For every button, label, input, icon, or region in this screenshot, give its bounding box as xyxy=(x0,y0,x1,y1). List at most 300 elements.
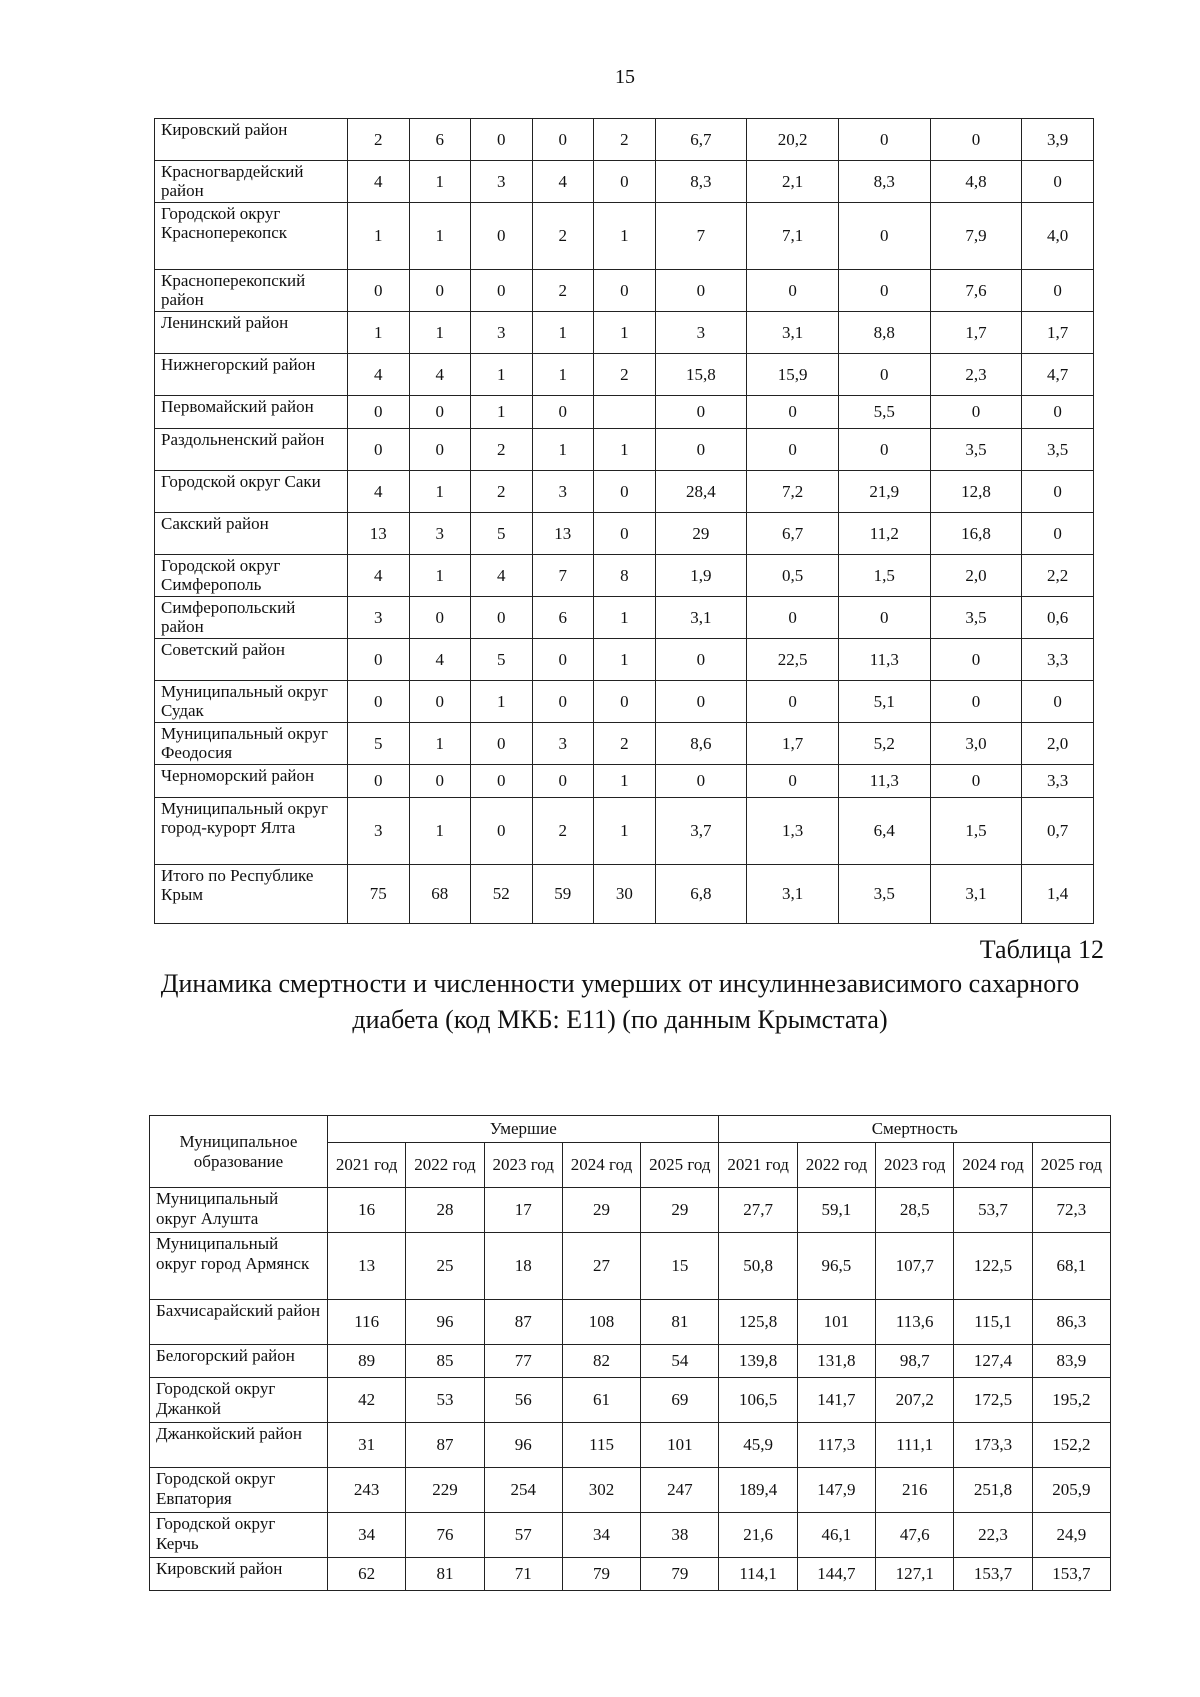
cell-value: 254 xyxy=(484,1468,562,1513)
cell-value: 2 xyxy=(594,119,656,161)
header-year: 2021 год xyxy=(719,1143,797,1188)
cell-value: 6 xyxy=(409,119,471,161)
cell-value: 0 xyxy=(655,681,747,723)
cell-value: 0 xyxy=(471,270,533,312)
cell-value: 2 xyxy=(471,429,533,471)
cell-value: 0 xyxy=(409,765,471,798)
cell-value: 3,5 xyxy=(1022,429,1094,471)
cell-value: 195,2 xyxy=(1032,1378,1110,1423)
cell-value: 4 xyxy=(471,555,533,597)
table-row xyxy=(155,865,1094,924)
table-12 xyxy=(149,1115,1111,1591)
cell-value: 0 xyxy=(409,681,471,723)
cell-value: 3,5 xyxy=(838,865,930,924)
cell-value: 0 xyxy=(348,765,410,798)
cell-value: 7,6 xyxy=(930,270,1022,312)
cell-value: 1 xyxy=(409,798,471,865)
cell-value: 2,3 xyxy=(930,354,1022,396)
row-name: Бахчисарайский район xyxy=(150,1300,328,1345)
cell-value: 0 xyxy=(1022,681,1094,723)
cell-value: 86,3 xyxy=(1032,1300,1110,1345)
row-name: Советский район xyxy=(155,639,348,681)
cell-value: 2 xyxy=(348,119,410,161)
cell-value: 11,3 xyxy=(838,765,930,798)
cell-value: 107,7 xyxy=(876,1233,954,1300)
cell-value: 0 xyxy=(930,396,1022,429)
header-year: 2025 год xyxy=(1032,1143,1110,1188)
cell-value: 7 xyxy=(532,555,594,597)
cell-value: 1 xyxy=(471,396,533,429)
cell-value: 4 xyxy=(348,354,410,396)
cell-value: 1,4 xyxy=(1022,865,1094,924)
cell-value: 15,8 xyxy=(655,354,747,396)
cell-value: 61 xyxy=(562,1378,640,1423)
row-name: Красноперекопский район xyxy=(155,270,348,312)
cell-value: 3 xyxy=(532,471,594,513)
cell-value: 189,4 xyxy=(719,1468,797,1513)
cell-value: 7 xyxy=(655,203,747,270)
row-name: Симферопольский район xyxy=(155,597,348,639)
cell-value: 3 xyxy=(655,312,747,354)
cell-value: 113,6 xyxy=(876,1300,954,1345)
cell-value: 0 xyxy=(348,396,410,429)
row-name: Черноморский район xyxy=(155,765,348,798)
row-name: Ленинский район xyxy=(155,312,348,354)
cell-value: 1 xyxy=(594,765,656,798)
cell-value: 6,4 xyxy=(838,798,930,865)
cell-value xyxy=(594,396,656,429)
cell-value: 76 xyxy=(406,1513,484,1558)
cell-value: 3,0 xyxy=(930,723,1022,765)
cell-value: 0 xyxy=(471,119,533,161)
cell-value: 6,7 xyxy=(747,513,839,555)
cell-value: 5,5 xyxy=(838,396,930,429)
cell-value: 68 xyxy=(409,865,471,924)
cell-value: 2,1 xyxy=(747,161,839,203)
cell-value: 12,8 xyxy=(930,471,1022,513)
cell-value: 2 xyxy=(471,471,533,513)
cell-value: 3 xyxy=(471,312,533,354)
table-row xyxy=(155,396,1094,429)
cell-value: 75 xyxy=(348,865,410,924)
cell-value: 3 xyxy=(348,597,410,639)
cell-value: 4 xyxy=(532,161,594,203)
cell-value: 139,8 xyxy=(719,1345,797,1378)
cell-value: 1 xyxy=(409,555,471,597)
cell-value: 0 xyxy=(471,765,533,798)
cell-value: 0 xyxy=(655,765,747,798)
cell-value: 79 xyxy=(641,1558,719,1591)
cell-value: 0 xyxy=(747,597,839,639)
cell-value: 27,7 xyxy=(719,1188,797,1233)
cell-value: 0 xyxy=(1022,270,1094,312)
cell-value: 0 xyxy=(838,354,930,396)
cell-value: 7,2 xyxy=(747,471,839,513)
cell-value: 85 xyxy=(406,1345,484,1378)
cell-value: 3,1 xyxy=(930,865,1022,924)
row-name: Городской округ Красноперекопск xyxy=(155,203,348,270)
cell-value: 96,5 xyxy=(797,1233,875,1300)
table-caption: Таблица 12 xyxy=(979,935,1104,964)
cell-value: 173,3 xyxy=(954,1423,1032,1468)
cell-value: 3 xyxy=(532,723,594,765)
cell-value: 1 xyxy=(532,429,594,471)
table-row xyxy=(155,119,1094,161)
cell-value: 8,3 xyxy=(655,161,747,203)
row-name: Муниципальный округ город-курорт Ялта xyxy=(155,798,348,865)
cell-value: 1 xyxy=(348,203,410,270)
row-name: Раздольненский район xyxy=(155,429,348,471)
cell-value: 28,5 xyxy=(876,1188,954,1233)
cell-value: 0 xyxy=(471,597,533,639)
cell-value: 7,9 xyxy=(930,203,1022,270)
cell-value: 0 xyxy=(655,270,747,312)
cell-value: 0 xyxy=(594,161,656,203)
table-row xyxy=(155,270,1094,312)
cell-value: 302 xyxy=(562,1468,640,1513)
cell-value: 1 xyxy=(594,798,656,865)
cell-value: 3,7 xyxy=(655,798,747,865)
table-row xyxy=(155,555,1094,597)
cell-value: 3 xyxy=(471,161,533,203)
cell-value: 62 xyxy=(328,1558,406,1591)
table-row xyxy=(155,597,1094,639)
cell-value: 82 xyxy=(562,1345,640,1378)
cell-value: 101 xyxy=(641,1423,719,1468)
cell-value: 3,9 xyxy=(1022,119,1094,161)
cell-value: 1 xyxy=(409,203,471,270)
cell-value: 87 xyxy=(484,1300,562,1345)
cell-value: 4,7 xyxy=(1022,354,1094,396)
cell-value: 1,3 xyxy=(747,798,839,865)
cell-value: 1 xyxy=(409,312,471,354)
cell-value: 3,1 xyxy=(747,865,839,924)
cell-value: 18 xyxy=(484,1233,562,1300)
cell-value: 152,2 xyxy=(1032,1423,1110,1468)
table-row xyxy=(155,513,1094,555)
cell-value: 0 xyxy=(348,429,410,471)
cell-value: 8,6 xyxy=(655,723,747,765)
cell-value: 56 xyxy=(484,1378,562,1423)
cell-value: 81 xyxy=(406,1558,484,1591)
cell-value: 47,6 xyxy=(876,1513,954,1558)
cell-value: 3 xyxy=(348,798,410,865)
table-row xyxy=(150,1558,1111,1591)
cell-value: 1 xyxy=(409,723,471,765)
row-name: Нижнегорский район xyxy=(155,354,348,396)
cell-value: 2 xyxy=(594,354,656,396)
cell-value: 0 xyxy=(594,471,656,513)
cell-value: 0 xyxy=(930,639,1022,681)
cell-value: 20,2 xyxy=(747,119,839,161)
header-municipality: Муниципальное образование xyxy=(150,1116,328,1188)
cell-value: 247 xyxy=(641,1468,719,1513)
cell-value: 153,7 xyxy=(954,1558,1032,1591)
cell-value: 1,5 xyxy=(838,555,930,597)
cell-value: 0 xyxy=(1022,161,1094,203)
cell-value: 5 xyxy=(348,723,410,765)
header-year: 2025 год xyxy=(641,1143,719,1188)
cell-value: 127,1 xyxy=(876,1558,954,1591)
table-row xyxy=(155,429,1094,471)
cell-value: 106,5 xyxy=(719,1378,797,1423)
cell-value: 42 xyxy=(328,1378,406,1423)
cell-value: 4 xyxy=(409,639,471,681)
cell-value: 3,3 xyxy=(1022,639,1094,681)
cell-value: 17 xyxy=(484,1188,562,1233)
cell-value: 98,7 xyxy=(876,1345,954,1378)
cell-value: 3,1 xyxy=(747,312,839,354)
cell-value: 251,8 xyxy=(954,1468,1032,1513)
cell-value: 116 xyxy=(328,1300,406,1345)
cell-value: 96 xyxy=(484,1423,562,1468)
cell-value: 1,7 xyxy=(930,312,1022,354)
row-name: Городской округ Джанкой xyxy=(150,1378,328,1423)
cell-value: 0 xyxy=(930,119,1022,161)
table-row xyxy=(155,203,1094,270)
cell-value: 1 xyxy=(532,354,594,396)
cell-value: 34 xyxy=(562,1513,640,1558)
cell-value: 0 xyxy=(594,681,656,723)
table-row xyxy=(155,798,1094,865)
cell-value: 207,2 xyxy=(876,1378,954,1423)
cell-value: 0 xyxy=(409,597,471,639)
cell-value: 5,2 xyxy=(838,723,930,765)
cell-value: 11,3 xyxy=(838,639,930,681)
cell-value: 6 xyxy=(532,597,594,639)
row-name: Городской округ Керчь xyxy=(150,1513,328,1558)
cell-value: 0 xyxy=(532,396,594,429)
cell-value: 22,3 xyxy=(954,1513,1032,1558)
table-row xyxy=(150,1468,1111,1513)
cell-value: 216 xyxy=(876,1468,954,1513)
cell-value: 15,9 xyxy=(747,354,839,396)
cell-value: 0,7 xyxy=(1022,798,1094,865)
cell-value: 101 xyxy=(797,1300,875,1345)
cell-value: 0 xyxy=(747,270,839,312)
cell-value: 0 xyxy=(838,597,930,639)
table-row xyxy=(155,765,1094,798)
cell-value: 52 xyxy=(471,865,533,924)
cell-value: 147,9 xyxy=(797,1468,875,1513)
cell-value: 0 xyxy=(409,396,471,429)
cell-value: 1 xyxy=(594,597,656,639)
table-row xyxy=(150,1300,1111,1345)
cell-value: 0 xyxy=(532,119,594,161)
cell-value: 0 xyxy=(471,798,533,865)
table-row xyxy=(155,681,1094,723)
cell-value: 0 xyxy=(747,765,839,798)
cell-value: 1 xyxy=(594,203,656,270)
cell-value: 22,5 xyxy=(747,639,839,681)
cell-value: 57 xyxy=(484,1513,562,1558)
cell-value: 0 xyxy=(1022,513,1094,555)
cell-value: 2 xyxy=(532,203,594,270)
cell-value: 8,8 xyxy=(838,312,930,354)
cell-value: 0 xyxy=(747,429,839,471)
cell-value: 0 xyxy=(348,639,410,681)
cell-value: 205,9 xyxy=(1032,1468,1110,1513)
cell-value: 115 xyxy=(562,1423,640,1468)
cell-value: 1 xyxy=(594,312,656,354)
cell-value: 0 xyxy=(838,270,930,312)
cell-value: 0 xyxy=(532,639,594,681)
cell-value: 3,1 xyxy=(655,597,747,639)
cell-value: 7,1 xyxy=(747,203,839,270)
cell-value: 125,8 xyxy=(719,1300,797,1345)
cell-value: 122,5 xyxy=(954,1233,1032,1300)
header-deaths: Умершие xyxy=(328,1116,719,1143)
cell-value: 2,0 xyxy=(930,555,1022,597)
cell-value: 8 xyxy=(594,555,656,597)
cell-value: 0 xyxy=(747,396,839,429)
cell-value: 6,8 xyxy=(655,865,747,924)
cell-value: 83,9 xyxy=(1032,1345,1110,1378)
cell-value: 117,3 xyxy=(797,1423,875,1468)
cell-value: 1 xyxy=(471,681,533,723)
cell-value: 29 xyxy=(655,513,747,555)
cell-value: 24,9 xyxy=(1032,1513,1110,1558)
cell-value: 87 xyxy=(406,1423,484,1468)
cell-value: 114,1 xyxy=(719,1558,797,1591)
cell-value: 5 xyxy=(471,513,533,555)
table-row xyxy=(150,1378,1111,1423)
cell-value: 4 xyxy=(348,471,410,513)
cell-value: 81 xyxy=(641,1300,719,1345)
cell-value: 0 xyxy=(594,270,656,312)
row-name: Городской округ Симферополь xyxy=(155,555,348,597)
cell-value: 15 xyxy=(641,1233,719,1300)
row-name: Сакский район xyxy=(155,513,348,555)
cell-value: 2 xyxy=(532,270,594,312)
cell-value: 3,3 xyxy=(1022,765,1094,798)
cell-value: 131,8 xyxy=(797,1345,875,1378)
table-row xyxy=(155,471,1094,513)
cell-value: 2 xyxy=(532,798,594,865)
cell-value: 13 xyxy=(532,513,594,555)
cell-value: 0 xyxy=(930,765,1022,798)
cell-value: 77 xyxy=(484,1345,562,1378)
cell-value: 127,4 xyxy=(954,1345,1032,1378)
table-row xyxy=(155,312,1094,354)
cell-value: 96 xyxy=(406,1300,484,1345)
cell-value: 13 xyxy=(328,1233,406,1300)
cell-value: 4 xyxy=(409,354,471,396)
cell-value: 4 xyxy=(348,555,410,597)
row-name: Первомайский район xyxy=(155,396,348,429)
header-year: 2021 год xyxy=(328,1143,406,1188)
cell-value: 2 xyxy=(594,723,656,765)
table-row xyxy=(155,639,1094,681)
continued-table xyxy=(154,118,1094,924)
table-row xyxy=(155,354,1094,396)
cell-value: 0 xyxy=(838,119,930,161)
header-year: 2022 год xyxy=(406,1143,484,1188)
cell-value: 89 xyxy=(328,1345,406,1378)
cell-value: 0 xyxy=(471,723,533,765)
cell-value: 0 xyxy=(838,429,930,471)
header-year: 2024 год xyxy=(562,1143,640,1188)
cell-value: 21,6 xyxy=(719,1513,797,1558)
cell-value: 0 xyxy=(655,639,747,681)
cell-value: 31 xyxy=(328,1423,406,1468)
cell-value: 0,6 xyxy=(1022,597,1094,639)
row-name: Муниципальный округ Судак xyxy=(155,681,348,723)
cell-value: 30 xyxy=(594,865,656,924)
cell-value: 1 xyxy=(594,639,656,681)
cell-value: 3 xyxy=(409,513,471,555)
cell-value: 4,0 xyxy=(1022,203,1094,270)
cell-value: 229 xyxy=(406,1468,484,1513)
cell-value: 13 xyxy=(348,513,410,555)
cell-value: 38 xyxy=(641,1513,719,1558)
cell-value: 0 xyxy=(409,429,471,471)
table-row xyxy=(150,1345,1111,1378)
cell-value: 1,7 xyxy=(1022,312,1094,354)
cell-value: 0 xyxy=(532,765,594,798)
cell-value: 27 xyxy=(562,1233,640,1300)
row-name: Муниципальный округ Алушта xyxy=(150,1188,328,1233)
table-row xyxy=(150,1233,1111,1300)
cell-value: 0 xyxy=(348,681,410,723)
cell-value: 1,7 xyxy=(747,723,839,765)
cell-value: 3,5 xyxy=(930,597,1022,639)
cell-value: 1 xyxy=(409,161,471,203)
cell-value: 2,0 xyxy=(1022,723,1094,765)
cell-value: 11,2 xyxy=(838,513,930,555)
page-number: 15 xyxy=(615,66,635,88)
cell-value: 59 xyxy=(532,865,594,924)
cell-value: 111,1 xyxy=(876,1423,954,1468)
cell-value: 69 xyxy=(641,1378,719,1423)
cell-value: 243 xyxy=(328,1468,406,1513)
cell-value: 144,7 xyxy=(797,1558,875,1591)
table-row xyxy=(155,723,1094,765)
cell-value: 45,9 xyxy=(719,1423,797,1468)
table-row xyxy=(155,161,1094,203)
row-name: Кировский район xyxy=(150,1558,328,1591)
row-name: Белогорский район xyxy=(150,1345,328,1378)
cell-value: 0 xyxy=(930,681,1022,723)
header-year: 2023 год xyxy=(876,1143,954,1188)
cell-value: 28,4 xyxy=(655,471,747,513)
cell-value: 54 xyxy=(641,1345,719,1378)
cell-value: 0 xyxy=(838,203,930,270)
cell-value: 1,9 xyxy=(655,555,747,597)
cell-value: 0 xyxy=(594,513,656,555)
cell-value: 141,7 xyxy=(797,1378,875,1423)
cell-value: 0 xyxy=(1022,396,1094,429)
cell-value: 53 xyxy=(406,1378,484,1423)
cell-value: 115,1 xyxy=(954,1300,1032,1345)
cell-value: 21,9 xyxy=(838,471,930,513)
cell-value: 28 xyxy=(406,1188,484,1233)
cell-value: 172,5 xyxy=(954,1378,1032,1423)
row-name: Городской округ Евпатория xyxy=(150,1468,328,1513)
cell-value: 16 xyxy=(328,1188,406,1233)
cell-value: 1 xyxy=(471,354,533,396)
cell-value: 71 xyxy=(484,1558,562,1591)
cell-value: 34 xyxy=(328,1513,406,1558)
cell-value: 2,2 xyxy=(1022,555,1094,597)
cell-value: 79 xyxy=(562,1558,640,1591)
cell-value: 46,1 xyxy=(797,1513,875,1558)
cell-value: 50,8 xyxy=(719,1233,797,1300)
row-name: Городской округ Саки xyxy=(155,471,348,513)
cell-value: 1 xyxy=(409,471,471,513)
cell-value: 0 xyxy=(471,203,533,270)
row-name: Красногвардейский район xyxy=(155,161,348,203)
